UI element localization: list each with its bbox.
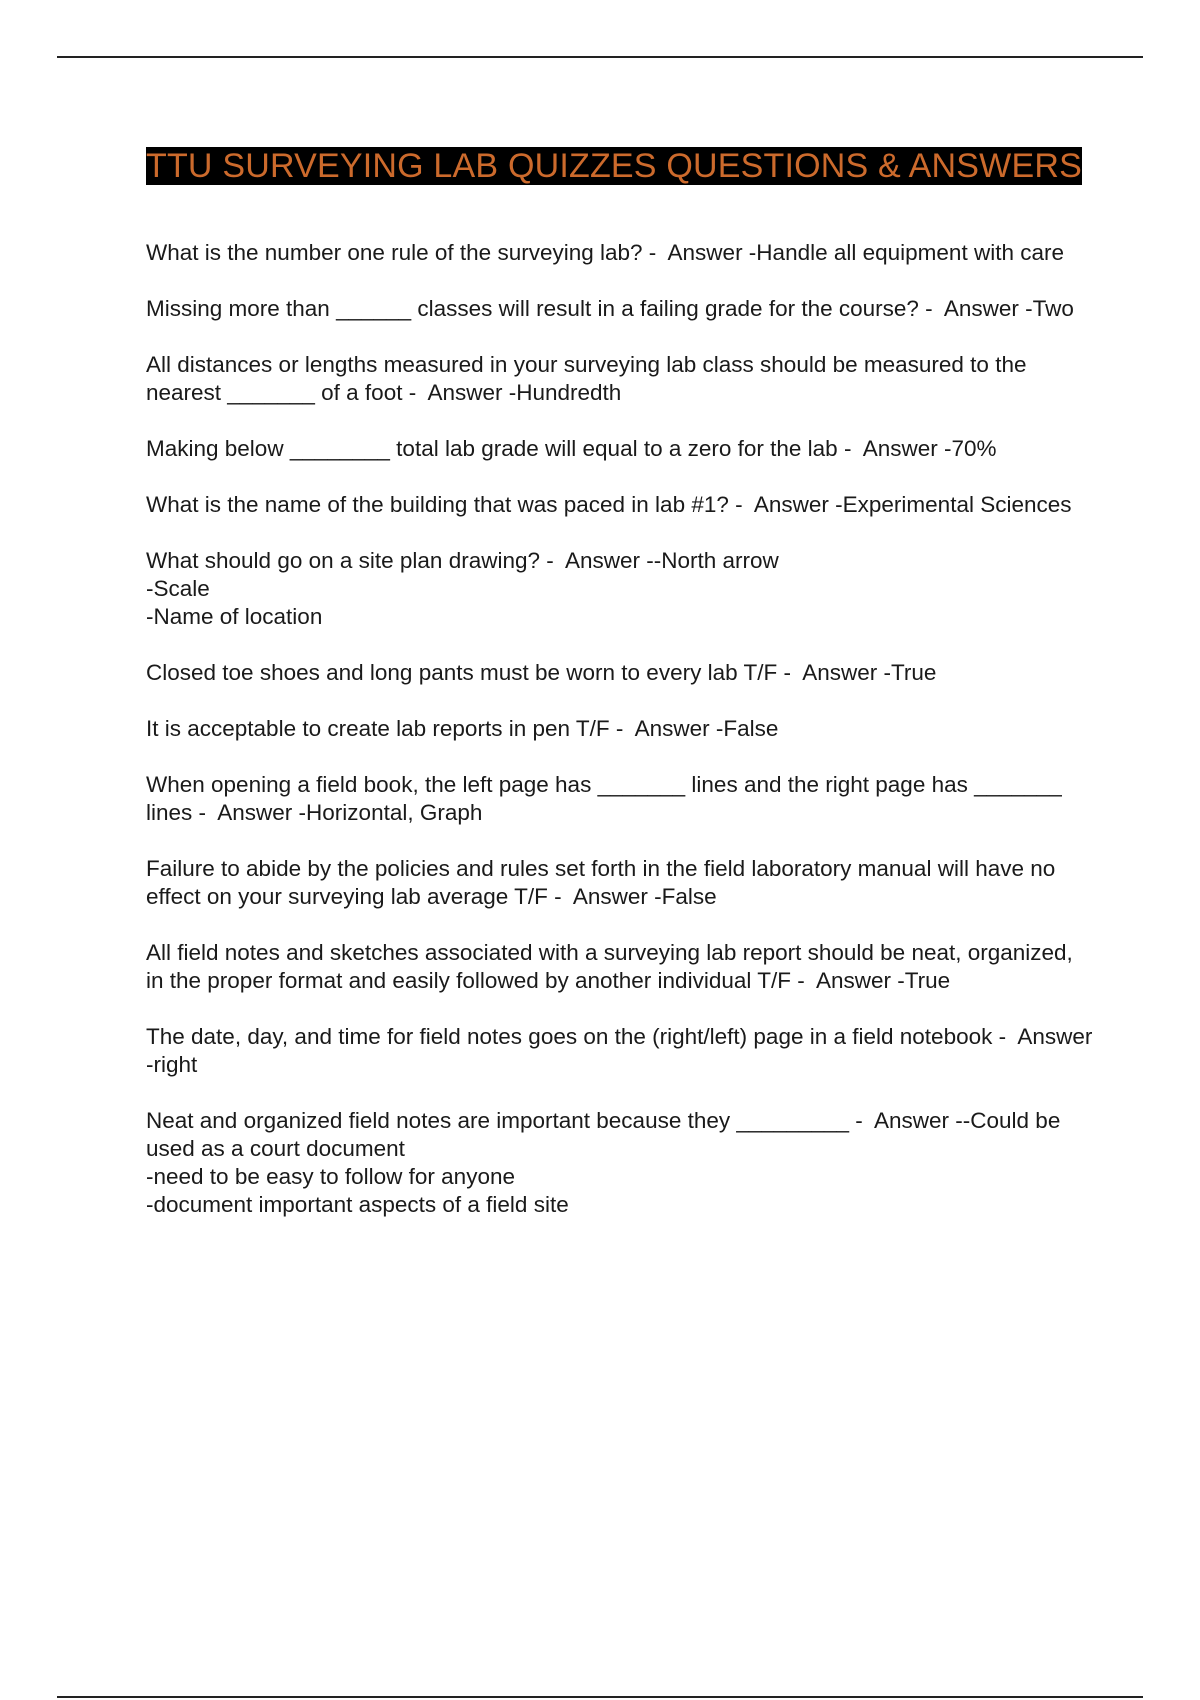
document-title [146, 145, 1096, 187]
qa-item-11: All field notes and sketches associated with a surveying lab report should be neat, organized, in the proper format and easily followed by another individual T/F - Answer -True [146, 940, 1080, 993]
qa-item-1: What is the number one rule of the surveying lab? - Answer -Handle all equipment with care [146, 240, 1064, 265]
qa-item-2: Missing more than ______ classes will result in a failing grade for the course? - Answer -Two [146, 296, 1074, 321]
top-rule [57, 56, 1143, 58]
qa-item-3: All distances or lengths measured in your surveying lab class should be measured to the nearest _______ of a foot - Answer -Hundredth [146, 352, 1033, 405]
title-highlight: TTU SURVEYING LAB QUIZZES QUESTIONS & ANSWERS [146, 147, 1082, 185]
qa-item-4: Making below ________ total lab grade will equal to a zero for the lab - Answer -70% [146, 436, 997, 461]
document-body [146, 145, 1099, 1247]
qa-item-9: When opening a field book, the left page has _______ lines and the right page has _______ lines - Answer -Horizontal, Graph [146, 772, 1068, 825]
qa-item-7: Closed toe shoes and long pants must be worn to every lab T/F - Answer -True [146, 660, 937, 685]
qa-item-12: The date, day, and time for field notes goes on the (right/left) page in a field notebook - Answer -right [146, 1024, 1099, 1077]
qa-item-6: What should go on a site plan drawing? - Answer --North arrow -Scale -Name of location [146, 548, 779, 629]
qa-item-10: Failure to abide by the policies and rules set forth in the field laboratory manual will have no effect on your surveying lab average T/F - Answer -False [146, 856, 1062, 909]
bottom-rule [57, 1696, 1143, 1698]
qa-item-5: What is the name of the building that was paced in lab #1? - Answer -Experimental Sciences [146, 492, 1072, 517]
qa-item-8: It is acceptable to create lab reports in pen T/F - Answer -False [146, 716, 779, 741]
qa-item-13: Neat and organized field notes are important because they _________ - Answer --Could be used as a court document -need to be easy to follow for anyone -document important aspects of a field site [146, 1108, 1061, 1217]
